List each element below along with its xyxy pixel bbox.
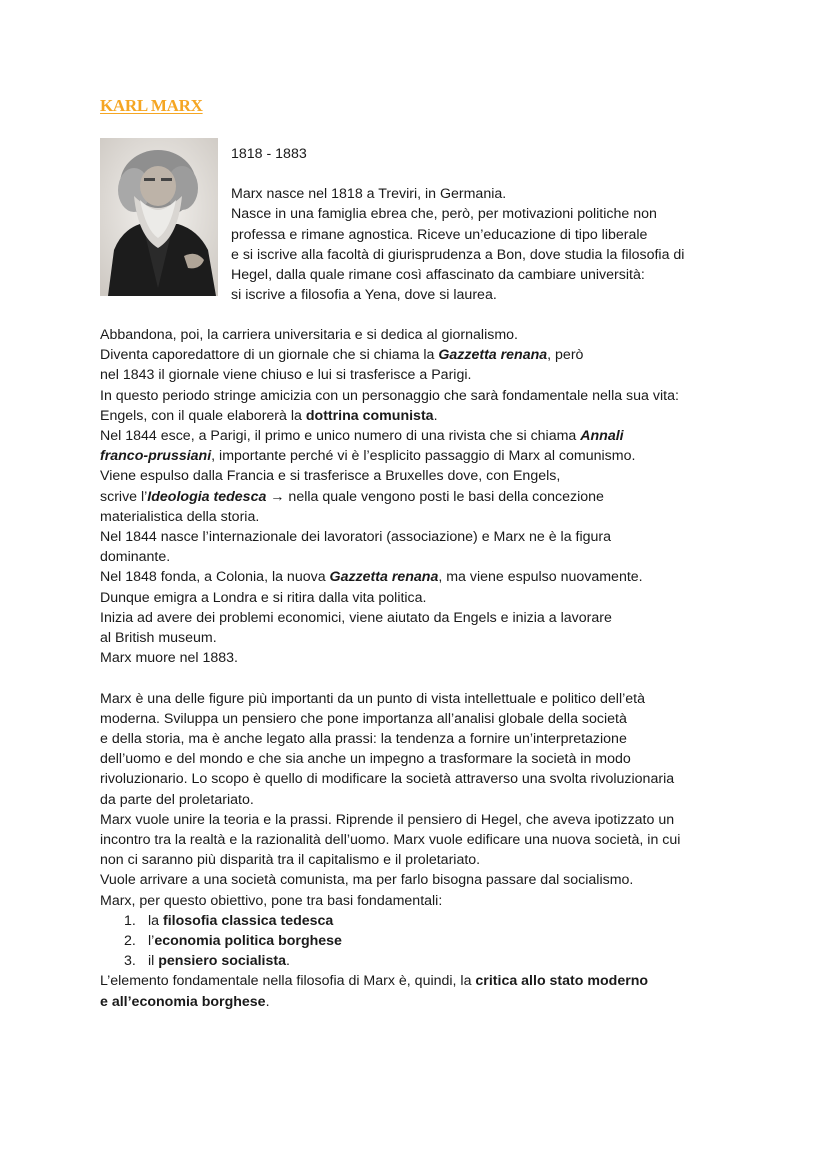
- list-text: .: [286, 953, 290, 970]
- bio-text: Nel 1848 fonda, a Colonia, la nuova: [100, 569, 330, 586]
- bio-line: nel 1843 il giornale viene chiuso e lui si trasferisce a Parigi.: [100, 367, 472, 384]
- list-number: 3.: [124, 953, 136, 970]
- list-text: l’: [148, 933, 155, 950]
- thought-line: incontro tra la realtà e la razionalità dell’uomo. Marx vuole edificare una nuova società, in cui: [100, 832, 681, 849]
- conclusion-text: L’elemento fondamentale nella filosofia di Marx è, quindi, la: [100, 973, 476, 990]
- list-item: [100, 951, 740, 971]
- intro-section: [231, 144, 791, 305]
- emphasis-term: dottrina comunista: [305, 407, 434, 424]
- bio-line: Marx muore nel 1883.: [100, 650, 239, 667]
- paragraph-gap: [100, 668, 740, 688]
- thought-line: rivoluzionario. Lo scopo è quello di modificare la società attraverso una svolta rivoluzionaria: [100, 771, 675, 788]
- bio-text: , ma viene espulso nuovamente.: [438, 569, 643, 586]
- bio-line: [100, 446, 740, 466]
- life-dates: 1818 - 1883: [231, 146, 307, 162]
- bases-list: [100, 911, 740, 972]
- list-emphasis: filosofia classica tedesca: [162, 912, 334, 929]
- thought-line: e della storia, ma è anche legato alla prassi: la tendenza a fornire un’interpretazione: [100, 731, 627, 748]
- conclusion-emphasis: critica allo stato moderno: [475, 973, 649, 990]
- bio-text: Nel 1844 esce, a Parigi, il primo e unico numero di una rivista che si chiama: [100, 428, 581, 445]
- bio-text: , importante perché vi è l’esplicito passaggio di Marx al comunismo.: [211, 448, 636, 465]
- emphasis-title: Ideologia tedesca: [147, 488, 267, 505]
- list-emphasis: pensiero socialista: [158, 953, 286, 970]
- page-title: KARL MARX: [100, 96, 203, 115]
- bio-line: [100, 567, 740, 587]
- list-number: 1.: [124, 912, 136, 929]
- intro-line: Marx nasce nel 1818 a Treviri, in Germania.: [231, 186, 507, 203]
- conclusion-line: [100, 992, 740, 1012]
- bio-text: Engels, con il quale elaborerà la: [100, 407, 306, 424]
- bio-line: Abbandona, poi, la carriera universitaria e si dedica al giornalismo.: [100, 327, 518, 343]
- thought-line: moderna. Sviluppa un pensiero che pone importanza all’analisi globale della società: [100, 710, 627, 727]
- intro-line: professa e rimane agnostica. Riceve un’educazione di tipo liberale: [231, 226, 648, 243]
- emphasis-title: Gazzetta renana: [329, 569, 439, 586]
- list-text: la: [148, 912, 163, 929]
- emphasis-title: franco-prussiani: [100, 448, 212, 465]
- bio-line: materialistica della storia.: [100, 508, 260, 525]
- thought-line: da parte del proletariato.: [100, 791, 254, 808]
- intro-line: Nasce in una famiglia ebrea che, però, per motivazioni politiche non: [231, 206, 657, 223]
- intro-paragraph: [231, 184, 791, 305]
- bio-line: [100, 345, 740, 365]
- bio-text: Diventa caporedattore di un giornale che si chiama la: [100, 347, 439, 364]
- list-emphasis: economia politica borghese: [154, 933, 342, 950]
- conclusion-emphasis: e all’economia borghese: [100, 993, 266, 1010]
- intro-line: e si iscrive alla facoltà di giurisprudenza a Bon, dove studia la filosofia di: [231, 246, 685, 263]
- thought-line: Vuole arrivare a una società comunista, ma per farlo bisogna passare dal socialismo.: [100, 872, 634, 889]
- list-text: il: [148, 953, 159, 970]
- portrait-photo-icon: [100, 138, 218, 296]
- bio-line: Inizia ad avere dei problemi economici, viene aiutato da Engels e inizia a lavorare: [100, 609, 612, 626]
- conclusion-text: .: [265, 993, 270, 1010]
- bio-line: In questo periodo stringe amicizia con un personaggio che sarà fondamentale nella sua vita:: [100, 387, 679, 404]
- thought-line: dell’uomo e del mondo e che sia anche un impegno a trasformare la società in modo: [100, 751, 631, 768]
- bio-text: .: [433, 407, 438, 424]
- thought-line: Marx vuole unire la teoria e la prassi. Riprende il pensiero di Hegel, che aveva ipotizzato un: [100, 811, 675, 828]
- bio-line: Dunque emigra a Londra e si ritira dalla vita politica.: [100, 589, 427, 606]
- bio-line: [100, 406, 740, 426]
- bio-text: scrive l’: [100, 488, 148, 505]
- conclusion-line: [100, 971, 740, 991]
- bio-line: dominante.: [100, 549, 171, 566]
- bio-line: [100, 426, 740, 446]
- list-number: 2.: [124, 933, 136, 950]
- bio-line: al British museum.: [100, 630, 217, 647]
- list-item: [100, 931, 740, 951]
- thought-paragraph: [100, 689, 740, 1012]
- bio-text: , però: [547, 347, 584, 364]
- thought-line: Marx, per questo obiettivo, pone tra basi fondamentali:: [100, 892, 443, 909]
- thought-line: non ci saranno più disparità tra il capitalismo e il proletariato.: [100, 852, 481, 869]
- bio-line: [100, 487, 740, 507]
- emphasis-title: Annali: [580, 428, 624, 445]
- main-text: [100, 325, 740, 1012]
- thought-line: Marx è una delle figure più importanti da un punto di vista intellettuale e politico dell’età: [100, 690, 645, 707]
- intro-line: si iscrive a filosofia a Yena, dove si laurea.: [231, 287, 497, 304]
- bio-line: Viene espulso dalla Francia e si trasferisce a Bruxelles dove, con Engels,: [100, 468, 561, 485]
- emphasis-title: Gazzetta renana: [438, 347, 548, 364]
- biography-paragraph: [100, 325, 740, 668]
- bio-line: Nel 1844 nasce l’internazionale dei lavoratori (associazione) e Marx ne è la figura: [100, 529, 612, 546]
- list-item: [100, 911, 740, 931]
- intro-line: Hegel, dalla quale rimane così affascinato da cambiare università:: [231, 267, 645, 284]
- bio-text: → nella quale vengono posti le basi della concezione: [266, 488, 604, 505]
